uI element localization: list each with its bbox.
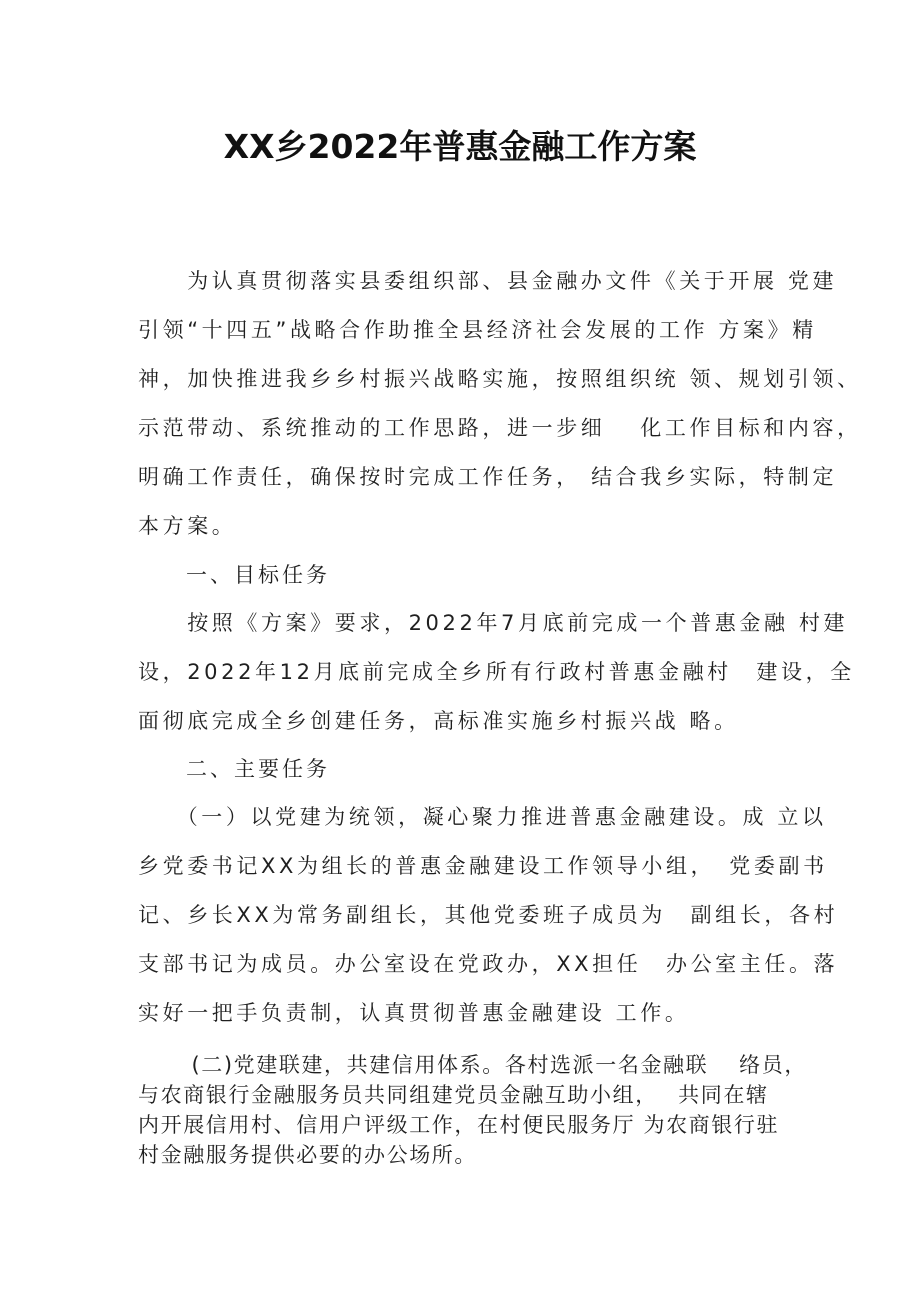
task2-line-3: 内开展信用村、信用户评级工作，在村便民服务厅 为农商银行驻 xyxy=(138,1113,780,1137)
intro-line-2: 引领“十四五”战略合作助推全县经济社会发展的工作 方案》精 xyxy=(138,318,817,342)
task1-line-2: 乡党委书记XX为组长的普惠金融建设工作领导小组， 党委副书 xyxy=(138,854,828,878)
section-heading-goals: 一、目标任务 xyxy=(138,563,330,587)
task1-line-3: 记、乡长XX为常务副组长，其他党委班子成员为 副组长，各村 xyxy=(138,903,839,927)
task1-line-5: 实好一把手负责制，认真贯彻普惠金融建设 工作。 xyxy=(138,1001,690,1025)
goal-line-2: 设，2022年12月底前完成全乡所有行政村普惠金融村 建设，全 xyxy=(138,660,855,684)
intro-line-4: 示范带动、系统推动的工作思路，进一步细 化工作目标和内容， xyxy=(138,416,862,440)
document-title: XX乡2022年普惠金融工作方案 xyxy=(223,127,697,166)
section-heading-main-tasks: 二、主要任务 xyxy=(138,757,330,781)
goal-line-3: 面彻底完成全乡创建任务，高标准实施乡村振兴战 略。 xyxy=(138,709,739,733)
task2-line-2: 与农商银行金融服务员共同组建党员金融互助小组， 共同在辖 xyxy=(138,1083,769,1107)
task2-line-4: 村金融服务提供必要的办公场所。 xyxy=(138,1143,477,1167)
task2-line-1: (二)党建联建，共建信用体系。各村选派一名金融联 络员， xyxy=(138,1053,807,1077)
task1-line-4: 支部书记为成员。办公室设在党政办，XX担任 办公室主任。落 xyxy=(138,952,839,976)
task1-line-1: （一）以党建为统领，凝心聚力推进普惠金融建设。成 立以 xyxy=(138,805,827,829)
intro-line-5: 明确工作责任，确保按时完成工作任务， 结合我乡实际，特制定 xyxy=(138,465,838,489)
goal-line-1: 按照《方案》要求，2022年7月底前完成一个普惠金融 村建 xyxy=(138,611,849,635)
intro-line-3: 神，加快推进我乡乡村振兴战略实施，按照组织统 领、规划引领、 xyxy=(138,367,862,391)
intro-line-1: 为认真贯彻落实县委组织部、县金融办文件《关于开展 党建 xyxy=(138,269,838,293)
intro-line-6: 本方案。 xyxy=(138,514,237,538)
